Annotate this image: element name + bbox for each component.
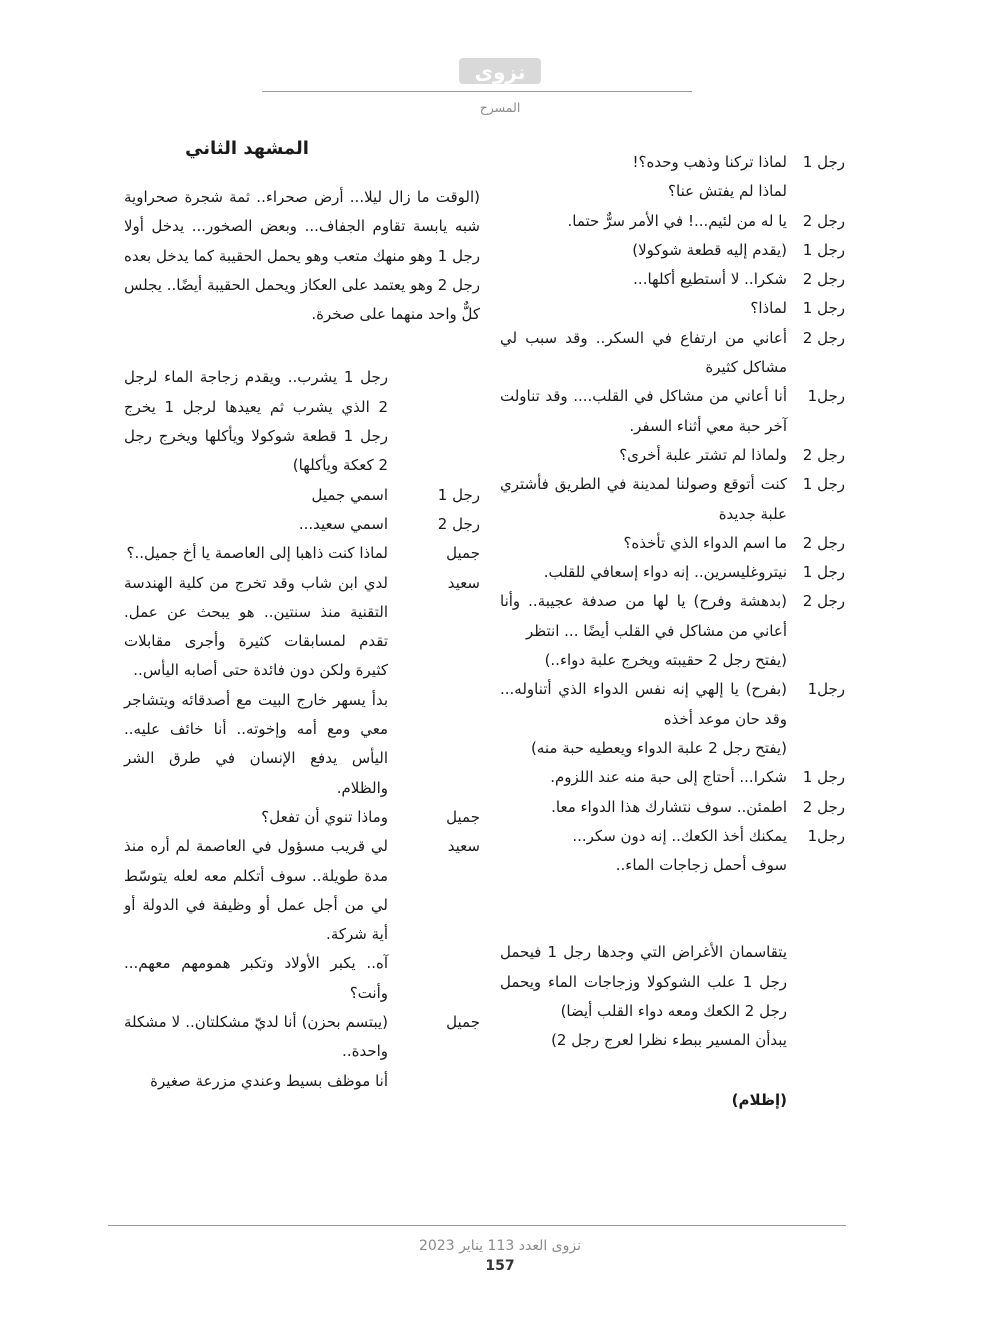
dialogue-text: (بفرح) يا إلهي إنه نفس الدواء الذي أتناوله... وقد حان موعد أخذه: [500, 680, 787, 728]
dialogue-text: اسمي سعيد...: [298, 514, 388, 533]
dialogue-text: لدي ابن شاب وقد تخرج من كلية الهندسة التقنية منذ سنتين.. هو يبحث عن عمل. تقدم لمسابقات كثيرة وأجرى مقابلات كثيرة ولكن دون فائدة حتى أصابه اليأس..: [124, 573, 388, 680]
dialogue-line: [500, 851, 845, 880]
dialogue-line: [500, 793, 845, 822]
dialogue-text: ما اسم الدواء الذي تأخذه؟: [623, 533, 787, 552]
stage-direction-blackout: (إظلام): [731, 1090, 787, 1109]
dialogue-text: (يقدم إليه قطعة شوكولا): [632, 240, 787, 259]
dialogue-line: [500, 558, 845, 587]
dialogue-line: [500, 207, 845, 236]
stage-direction-walk: يبدأن المسير ببطء نظرا لعرج رجل 2): [551, 1031, 787, 1050]
scene-action: رجل 1 يشرب.. ويقدم زجاجة الماء لرجل 2 الذي يشرب ثم يعيدها لرجل 1 يخرج رجل 1 قطعة شوكولا ويأكلها ويخرج رجل 2 كعكة ويأكلها): [124, 368, 388, 475]
dialogue-line: [500, 324, 845, 383]
dialogue-text: لي قريب مسؤول في العاصمة لم أره منذ مدة طويلة.. سوف أتكلم معه لعله يتوسّط لي من أجل عمل أو وظيفة في الدولة أو أية شركة.: [124, 837, 388, 944]
speaker-name: رجل 1: [802, 153, 845, 171]
dialogue-text: لماذا لم يفتش عنا؟: [668, 182, 787, 201]
dialogue-text: سوف أحمل زجاجات الماء..: [615, 856, 787, 875]
dialogue-line: [124, 569, 480, 686]
dialogue-text: أنا أعاني من مشاكل في القلب.... وقد تناولت آخر حبة معي أثناء السفر.: [500, 387, 787, 435]
speaker-name: رجل1: [807, 387, 845, 406]
dialogue-line: [124, 539, 480, 568]
speaker-name: [787, 177, 845, 206]
dialogue-text: يا له من لئيم...! في الأمر سرٌّ حتما.: [567, 211, 787, 230]
dialogue-text: ولماذا لم تشتر علبة أخرى؟: [619, 445, 787, 464]
right-column: [500, 148, 845, 1115]
dialogue-line: [124, 686, 480, 803]
header-divider: [262, 91, 692, 92]
dialogue-line: [500, 734, 845, 763]
dialogue-line: [124, 803, 480, 832]
dialogue-text: (بدهشة وفرح) يا لها من صدفة عجيبة.. وأنا أعاني من مشاكل في القلب أيضًا ... انتظر: [500, 592, 787, 640]
dialogue-text: يمكنك أخذ الكعك.. إنه دون سكر...: [572, 826, 787, 845]
speaker-name: [787, 851, 845, 880]
section-label: المسرح: [479, 100, 521, 115]
dialogue-text: أعاني من ارتفاع في السكر.. وقد سبب لي مشاكل كثيرة: [500, 328, 787, 377]
dialogue-text: نيتروغليسرين.. إنه دواء إسعافي للقلب.: [543, 563, 787, 582]
speaker-name: رجل 1: [802, 475, 845, 494]
speaker-name: [388, 686, 480, 803]
dialogue-line: [500, 675, 845, 734]
speaker-name: رجل 1: [802, 563, 845, 582]
speaker-name: سعيد: [447, 573, 480, 592]
dialogue-text: لماذا تركنا وذهب وحده؟!: [632, 153, 787, 171]
speaker-name: جميل: [446, 1013, 480, 1032]
speaker-name: رجل 2: [802, 270, 845, 289]
scene-title: المشهد الثاني: [185, 138, 309, 159]
dialogue-text: لماذا؟: [750, 299, 787, 318]
magazine-logo: [445, 52, 555, 92]
dialogue-text: اطمئن.. سوف نتشارك هذا الدواء معا.: [551, 797, 787, 816]
dialogue-line: [124, 1067, 480, 1096]
issue-info: نزوى العدد 113 يناير 2023: [418, 1238, 582, 1254]
speaker-name: رجل 2: [802, 445, 845, 464]
speaker-name: رجل 2: [802, 211, 845, 230]
stage-direction-share: يتقاسمان الأغراض التي وجدها رجل 1 فيحمل رجل 1 علب الشوكولا وزجاجات الماء ويحمل رجل 2 الكعك ومعه دواء القلب أيضا): [500, 943, 787, 1021]
speaker-name: رجل 1: [802, 240, 845, 259]
dialogue-line: [500, 529, 845, 558]
scene-intro: (الوقت ما زال ليلا... أرض صحراء.. ثمة شجرة صحراوية شبه يابسة تقاوم الجفاف... وبعض الصخور... يدخل أولا رجل 1 وهو منهك متعب وهو يحمل الحقيبة كما يدخل بعده رجل 2 وهو يعتمد على العكاز ويحمل الحقيبة أيضًا.. يجلس كلٌّ واحد منهما على صخرة.: [124, 188, 481, 324]
speaker-name: رجل1: [807, 680, 845, 699]
dialogue-line: [124, 510, 480, 539]
page-number: 157: [485, 1258, 515, 1274]
dialogue-line: [124, 1008, 480, 1067]
dialogue-line: [500, 294, 845, 323]
dialogue-text: (يبتسم بحزن) أنا لديّ مشكلتان.. لا مشكلة واحدة..: [124, 1013, 388, 1061]
dialogue-text: بدأ يسهر خارج البيت مع أصدقائه ويتشاجر معي ومع أمه وإخوته.. أنا خائف عليه.. اليأس يدفع الإنسان في طرق الشر والظلام.: [124, 690, 388, 797]
dialogue-line: [500, 470, 845, 529]
dialogue-text: (يفتح رجل 2 علبة الدواء ويعطيه حبة منه): [530, 738, 787, 757]
dialogue-line: [124, 481, 480, 510]
speaker-name: رجل 2: [802, 328, 845, 347]
speaker-name: سعيد: [447, 837, 480, 856]
dialogue-text: أنا موظف بسيط وعندي مزرعة صغيرة: [150, 1071, 388, 1090]
logo-text: نزوى: [474, 60, 526, 84]
speaker-name: [787, 734, 845, 763]
dialogue-text: كنت أتوقع وصولنا لمدينة في الطريق فأشتري علبة جديدة: [500, 475, 787, 523]
speaker-name: جميل: [446, 807, 480, 826]
dialogue-line: [500, 236, 845, 265]
speaker-name: رجل 2: [802, 592, 845, 611]
speaker-name: رجل 1: [437, 485, 480, 504]
dialogue-text: (يفتح رجل 2 حقيبته ويخرج علبة دواء..): [544, 651, 787, 670]
speaker-name: [787, 646, 845, 675]
footer-divider: [108, 1225, 846, 1226]
dialogue-line: [500, 265, 845, 294]
speaker-name: رجل1: [807, 826, 845, 845]
dialogue-line: [500, 177, 845, 206]
speaker-name: [388, 949, 480, 1008]
dialogue-line: [500, 646, 845, 675]
dialogue-text: لماذا كنت ذاهبا إلى العاصمة يا أخ جميل..؟: [126, 544, 388, 563]
dialogue-line: [500, 587, 845, 646]
dialogue-text: اسمي جميل: [311, 485, 388, 504]
speaker-name: رجل 2: [802, 797, 845, 816]
speaker-name: رجل 2: [802, 533, 845, 552]
dialogue-line: [124, 949, 480, 1008]
dialogue-line: [500, 382, 845, 441]
speaker-name: [388, 1067, 480, 1096]
dialogue-line: [500, 148, 845, 177]
dialogue-line: [500, 441, 845, 470]
dialogue-line: [500, 763, 845, 792]
speaker-name: رجل 1: [802, 299, 845, 318]
speaker-name: جميل: [446, 544, 480, 563]
left-column: [124, 137, 480, 1096]
dialogue-text: آه.. يكبر الأولاد وتكبر همومهم معهم... وأنت؟: [124, 954, 388, 1002]
dialogue-text: وماذا تنوي أن تفعل؟: [261, 807, 388, 826]
speaker-name: رجل 2: [437, 514, 480, 533]
speaker-name: رجل 1: [802, 768, 845, 787]
dialogue-line: [124, 832, 480, 949]
dialogue-line: [500, 822, 845, 851]
dialogue-text: شكرا... أحتاج إلى حبة منه عند اللزوم.: [550, 768, 787, 787]
dialogue-text: شكرا.. لا أستطيع أكلها...: [633, 270, 787, 289]
